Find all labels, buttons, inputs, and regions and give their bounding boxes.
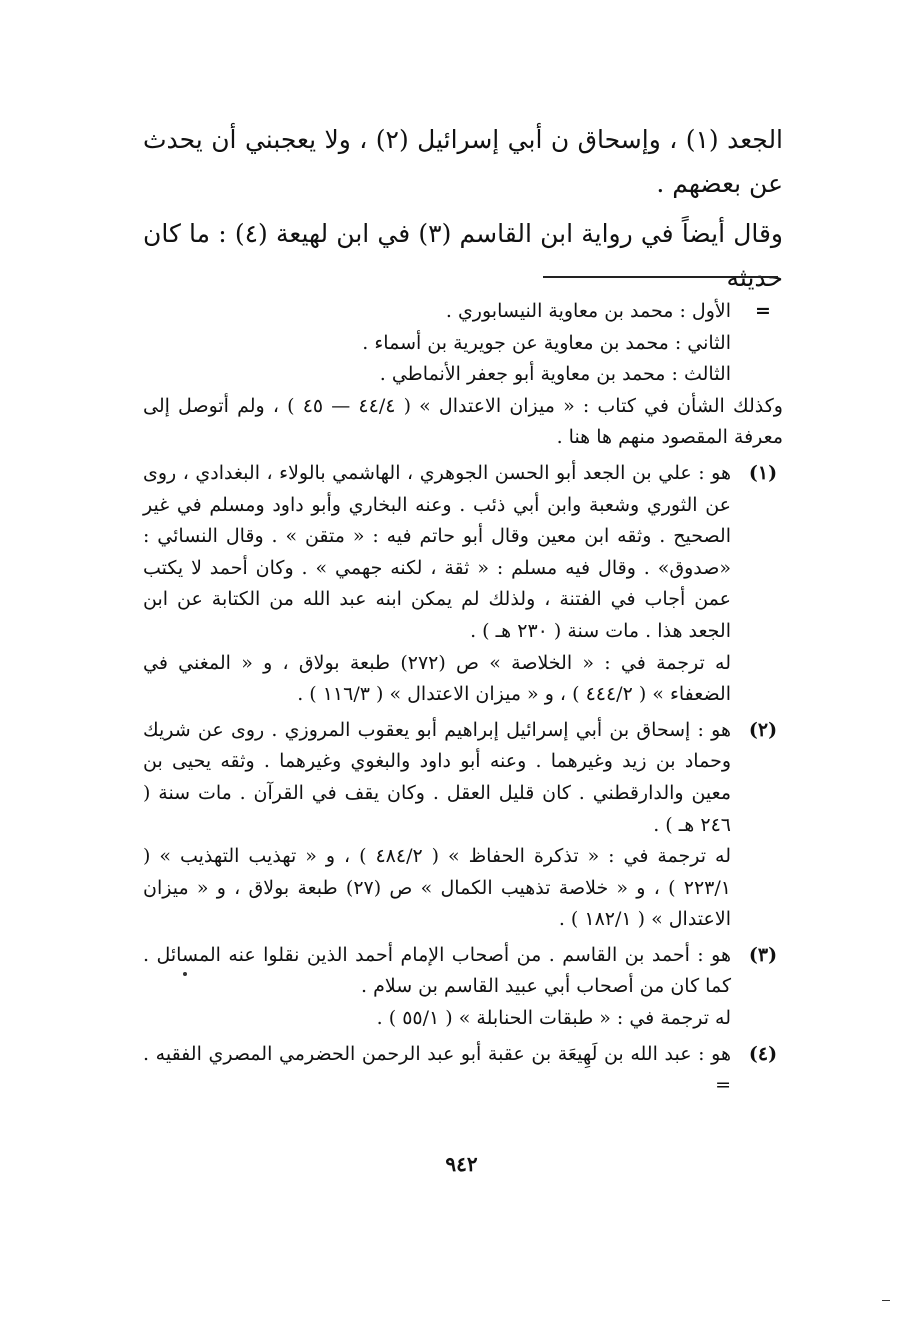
footnote-line: الثاني : محمد بن معاوية عن جويرية بن أسماء .	[362, 331, 731, 354]
footnote-marker: (٣)	[748, 943, 778, 966]
main-paragraph: الجعد (١) ، وإسحاق ن أبي إسرائيل (٢) ، ولا يعجبني أن يحدث عن بعضهم .	[143, 125, 784, 198]
footnote-line: الثالث : محمد بن معاوية أبو جعفر الأنماطي .	[379, 363, 731, 386]
footnote-marker: =	[755, 300, 771, 322]
footnote-reference: له ترجمة في : « طبقات الحنابلة » ( ٥٥/١ ) .	[376, 1007, 731, 1030]
footnote-marker: (١)	[748, 461, 778, 484]
footnote-2	[143, 715, 783, 936]
footnote-line: وكذلك الشأن في كتاب : « ميزان الاعتدال » ( ٤٤/٤ — ٤٥ ) ، ولم أتوصل إلى معرفة المقصود منهم ها هنا .	[143, 394, 783, 449]
footnote-reference: له ترجمة في : « الخلاصة » ص (٢٧٢) طبعة بولاق ، و « المغني في الضعفاء » ( ٤٤٤/٢ ) ، و « ميزان الاعتدال » ( ١١٦/٣ ) .	[143, 651, 732, 706]
footnote-continuation	[143, 296, 783, 454]
footnotes	[143, 296, 783, 1102]
footnote-separator	[543, 276, 778, 278]
footnote-text: هو : أحمد بن القاسم . من أصحاب الإمام أحمد الذين نقلوا عنه المسائل . كما كان من أصحاب أبي عبيد القاسم بن سلام .	[143, 943, 731, 998]
page-number: ٩٤٢	[445, 1152, 478, 1176]
footnote-reference: له ترجمة في : « تذكرة الحفاظ » ( ٤٨٤/٢ ) ، و « تهذيب التهذيب » ( ٢٢٣/١ ) ، و « خلاصة تذهيب الكمال » ص (٢٧) طبعة بولاق ، و « ميزان الاعتدال » ( ١٨٢/١ ) .	[143, 845, 731, 931]
footnote-1	[143, 458, 783, 711]
footnote-text: هو : علي بن الجعد أبو الحسن الجوهري ، الهاشمي بالولاء ، البغدادي ، روى عن الثوري وشعبة وابن أبي ذئب . وعنه البخاري وأبو داود ومسلم في غير الصحيح . وثقه ابن معين وقال أبو حاتم فيه : « متقن » . وقال النسائي : «صدوق» . وقال فيه مسلم : « ثقة ، لكنه جهمي » . وكان أحمد لا يكتب عمن أجاب في الفتنة ، ولذلك لم يمكن ابنه عبد الله من الكتابة عن ابن الجعد هذا . مات سنة ( ٢٣٠ هـ ) .	[143, 461, 731, 642]
main-paragraph: وقال أيضاً في رواية ابن القاسم (٣) في ابن لهيعة (٤) : ما كان حديثه	[143, 219, 783, 292]
footnote-line: الأول : محمد بن معاوية النيسابوري .	[445, 300, 731, 322]
footnote-marker: (٢)	[748, 718, 778, 741]
scan-mark	[882, 1300, 890, 1301]
footnote-4	[143, 1039, 783, 1102]
footnote-text: هو : إسحاق بن أبي إسرائيل إبراهيم أبو يعقوب المروزي . روى عن شريك وحماد بن زيد وغيرهما . وعنه أبو داود والبغوي وغيرهما . وثقه يحيى بن معين والدارقطني . كان قليل العقل . وكان يقف في القرآن . مات سنة ( ٢٤٦ هـ ) .	[143, 718, 731, 836]
footnote-marker: (٤)	[748, 1042, 778, 1065]
footnote-text: هو : عبد الله بن لَهِيعَة بن عقبة أبو عبد الرحمن الحضرمي المصري الفقيه . =	[143, 1042, 731, 1097]
main-text	[143, 118, 783, 300]
footnote-3	[143, 940, 783, 1035]
scan-mark	[183, 972, 187, 976]
